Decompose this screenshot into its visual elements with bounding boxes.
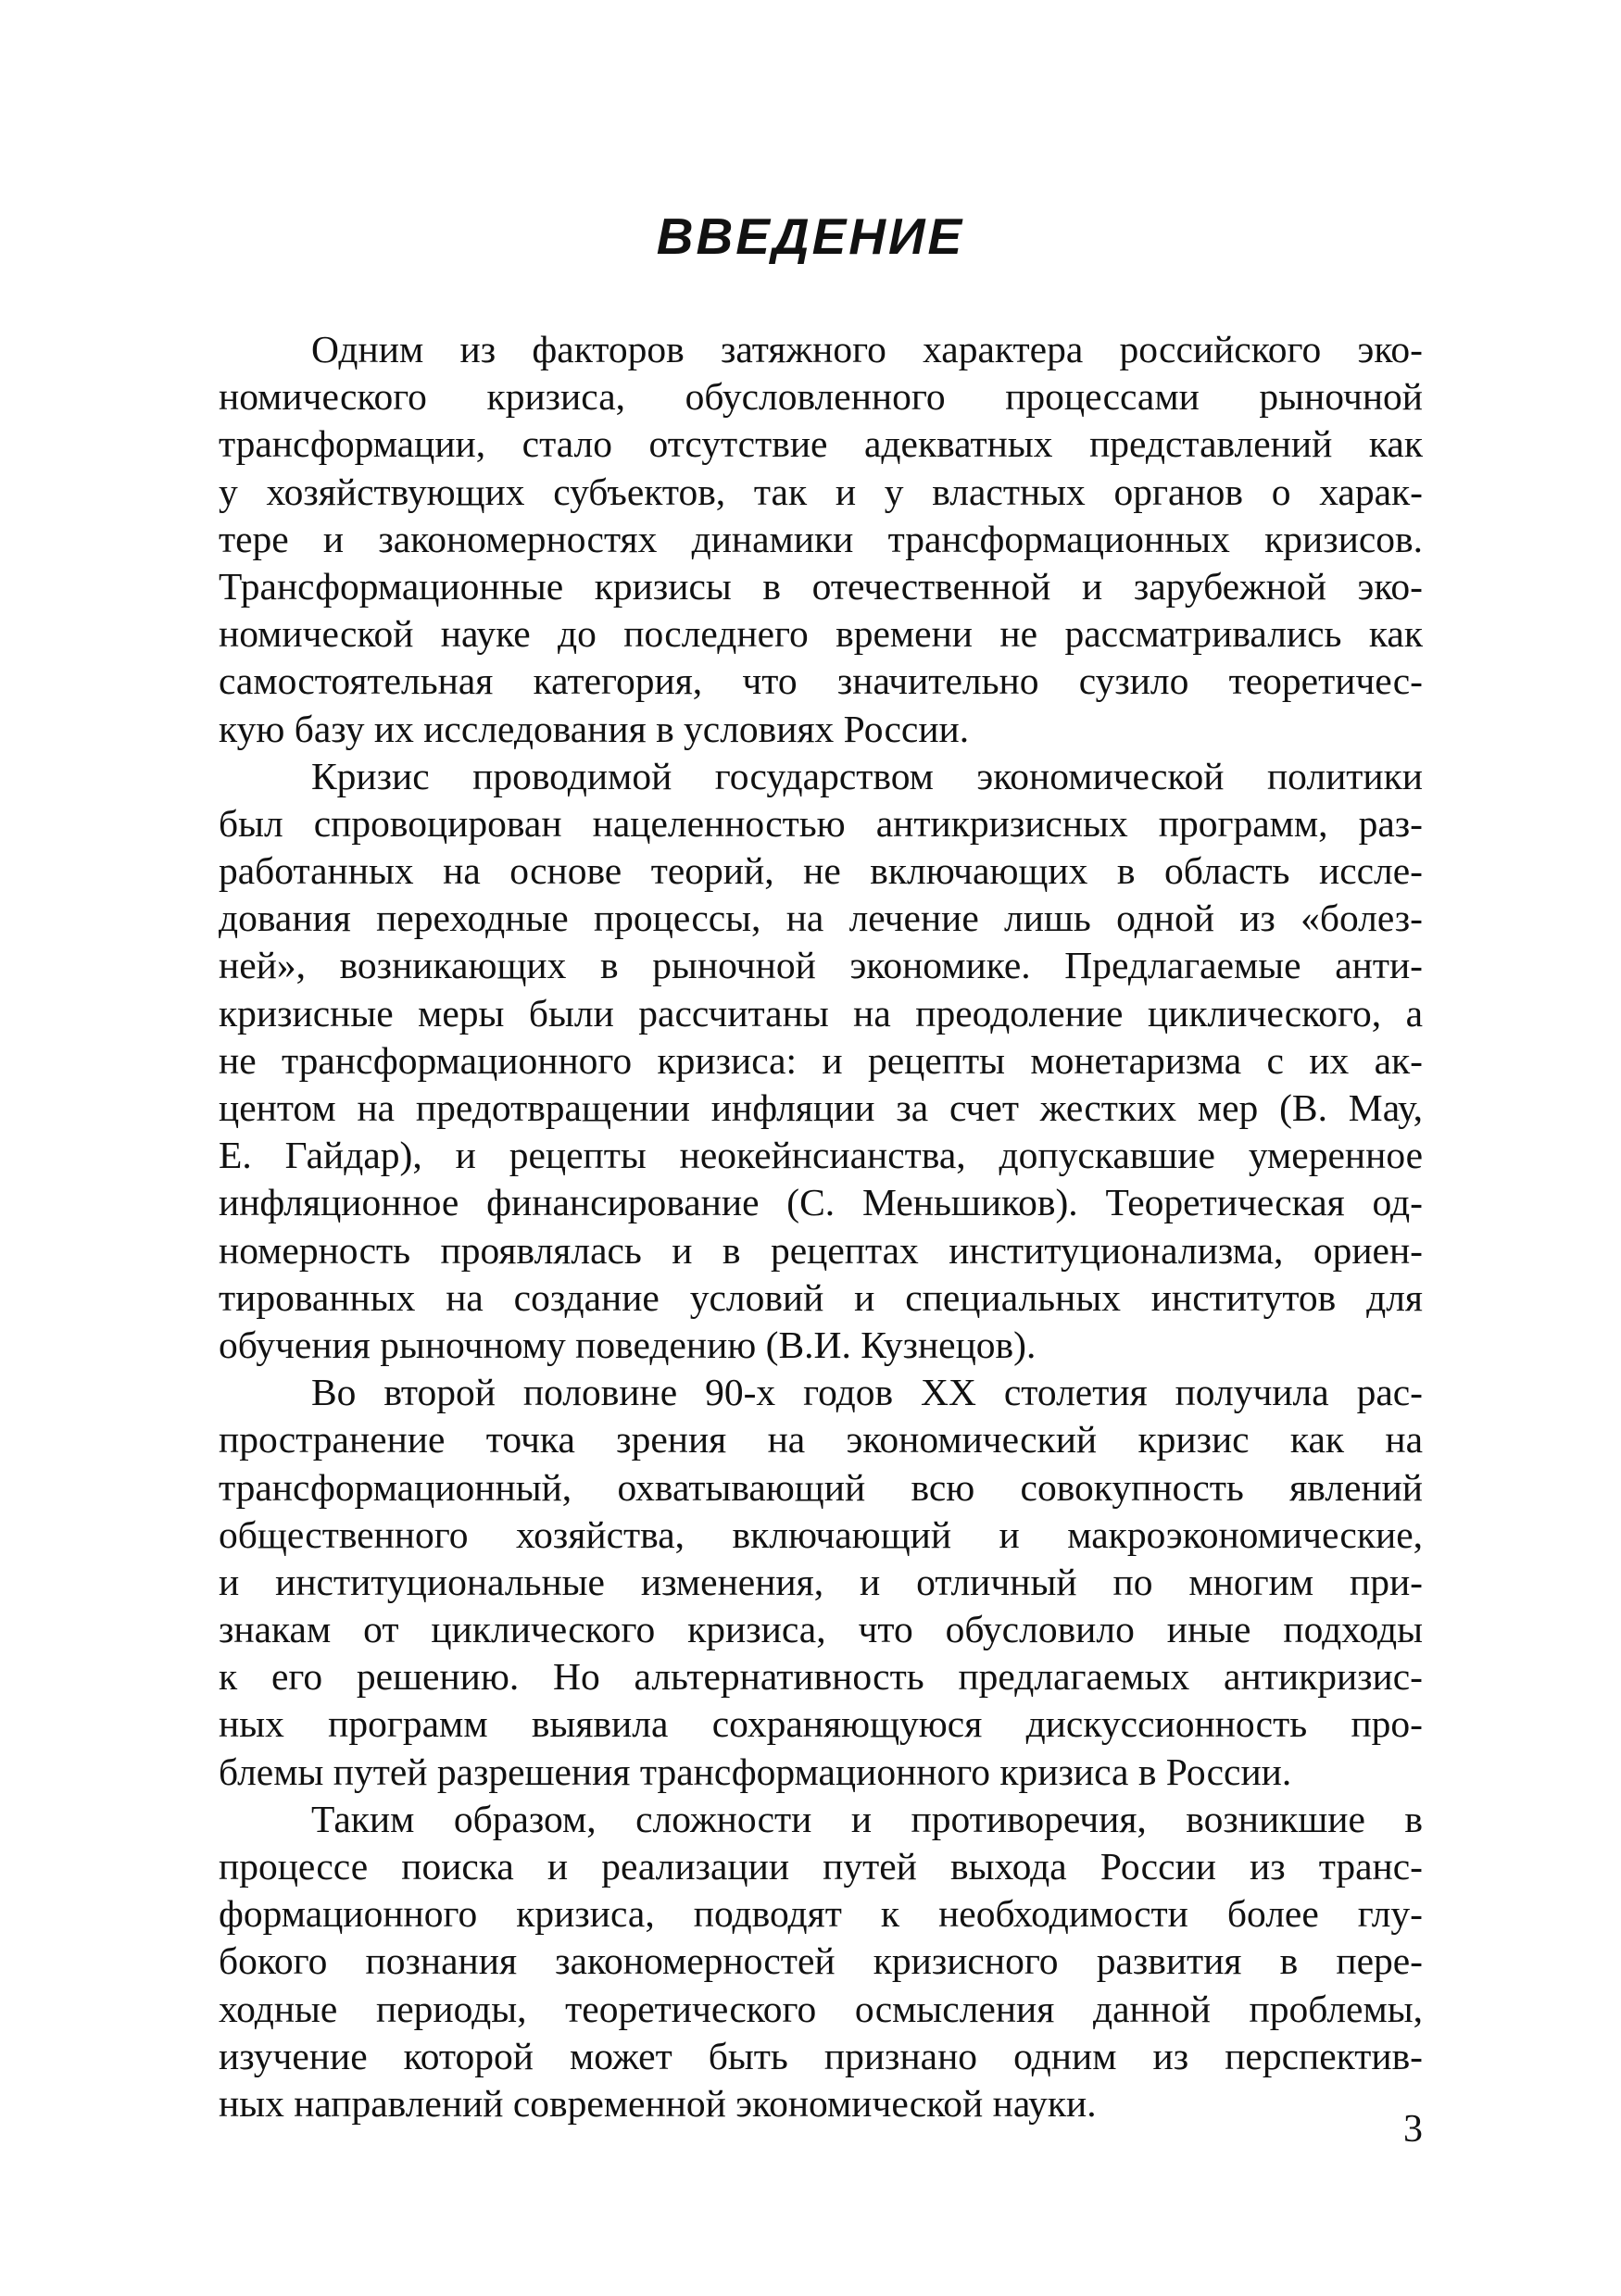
text-line: центом на предотвращении инфляции за счет жестких мер (В. Мау, — [219, 1086, 1423, 1129]
text-line: к его решению. Но альтернативность предлагаемых антикризис- — [219, 1655, 1423, 1699]
text-line: дования переходные процессы, на лечение лишь одной из «болез- — [219, 897, 1423, 940]
text-line: Трансформационные кризисы в отечественной и зарубежной эко- — [219, 564, 1423, 608]
text-line: формационного кризиса, подводят к необходимости более глу- — [219, 1892, 1423, 1936]
paragraph-4 — [219, 1796, 1423, 2127]
text-line: знакам от циклического кризиса, что обусловило иные подходы — [219, 1608, 1423, 1651]
text-line: инфляционное финансирование (С. Меньшиков). Теоретическая од- — [219, 1181, 1423, 1224]
text-line: номерность проявлялась и в рецептах институционализма, ориен- — [219, 1228, 1423, 1272]
text-line: изучение которой может быть признано одним из перспектив- — [219, 2034, 1423, 2077]
text-line: Во второй половине 90-х годов XX столетия получила рас- — [311, 1371, 1423, 1414]
text-line: пространение точка зрения на экономический кризис как на — [219, 1418, 1423, 1462]
text-line: кую базу их исследования в условиях России. — [219, 707, 970, 750]
text-line: кризисные меры были рассчитаны на преодоление циклического, а — [219, 991, 1423, 1035]
text-line: номической науке до последнего времени не рассматривались как — [219, 612, 1423, 656]
text-line: работанных на основе теорий, не включающих в область иссле- — [219, 849, 1423, 893]
paragraph-1 — [219, 326, 1423, 753]
text-line: ходные периоды, теоретического осмысления данной проблемы, — [219, 1987, 1423, 2030]
page-number: 3 — [1403, 2108, 1423, 2151]
text-line: тированных на создание условий и специальных институтов для — [219, 1275, 1423, 1319]
text-line: не трансформационного кризиса: и рецепты монетаризма с их ак- — [219, 1038, 1423, 1082]
text-line: бокого познания закономерностей кризисного развития в пере- — [219, 1939, 1423, 1983]
text-line: общественного хозяйства, включающий и макроэкономические, — [219, 1512, 1423, 1556]
paragraph-3 — [219, 1369, 1423, 1796]
text-line: номического кризиса, обусловленного процессами рыночной — [219, 375, 1423, 419]
text-line: процессе поиска и реализации путей выхода России из транс- — [219, 1845, 1423, 1888]
page-title: ВВЕДЕНИЕ — [656, 207, 965, 265]
text-line: ных программ выявила сохраняющуюся дискуссионность про- — [219, 1702, 1423, 1746]
text-line: тере и закономерностях динамики трансформационных кризисов. — [219, 517, 1423, 560]
body-text — [219, 326, 1423, 2127]
paragraph-2 — [219, 753, 1423, 1369]
text-line: у хозяйствующих субъектов, так и у властных органов о харак- — [219, 470, 1423, 513]
text-line: блемы путей разрешения трансформационного кризиса в России. — [219, 1750, 1292, 1793]
text-line: обучения рыночному поведению (В.И. Кузнецов). — [219, 1323, 1037, 1366]
text-line: самостоятельная категория, что значительно сузило теоретичес- — [219, 659, 1423, 703]
text-line: трансформации, стало отсутствие адекватных представлений как — [219, 422, 1423, 466]
text-line: и институциональные изменения, и отличный по многим при- — [219, 1560, 1423, 1603]
text-line: трансформационный, охватывающий всю совокупность явлений — [219, 1465, 1423, 1509]
text-line: Одним из факторов затяжного характера российского эко- — [311, 328, 1423, 370]
text-line: был спровоцирован нацеленностью антикризисных программ, раз- — [219, 801, 1423, 845]
text-line: Кризис проводимой государством экономической политики — [311, 754, 1423, 797]
text-line: ных направлений современной экономической науки. — [219, 2081, 1097, 2125]
text-line: Таким образом, сложности и противоречия, возникшие в — [311, 1797, 1423, 1840]
text-line: Е. Гайдар), и рецепты неокейнсианства, допускавшие умеренное — [219, 1134, 1423, 1177]
text-line: ней», возникающих в рыночной экономике. Предлагаемые анти- — [219, 944, 1423, 987]
